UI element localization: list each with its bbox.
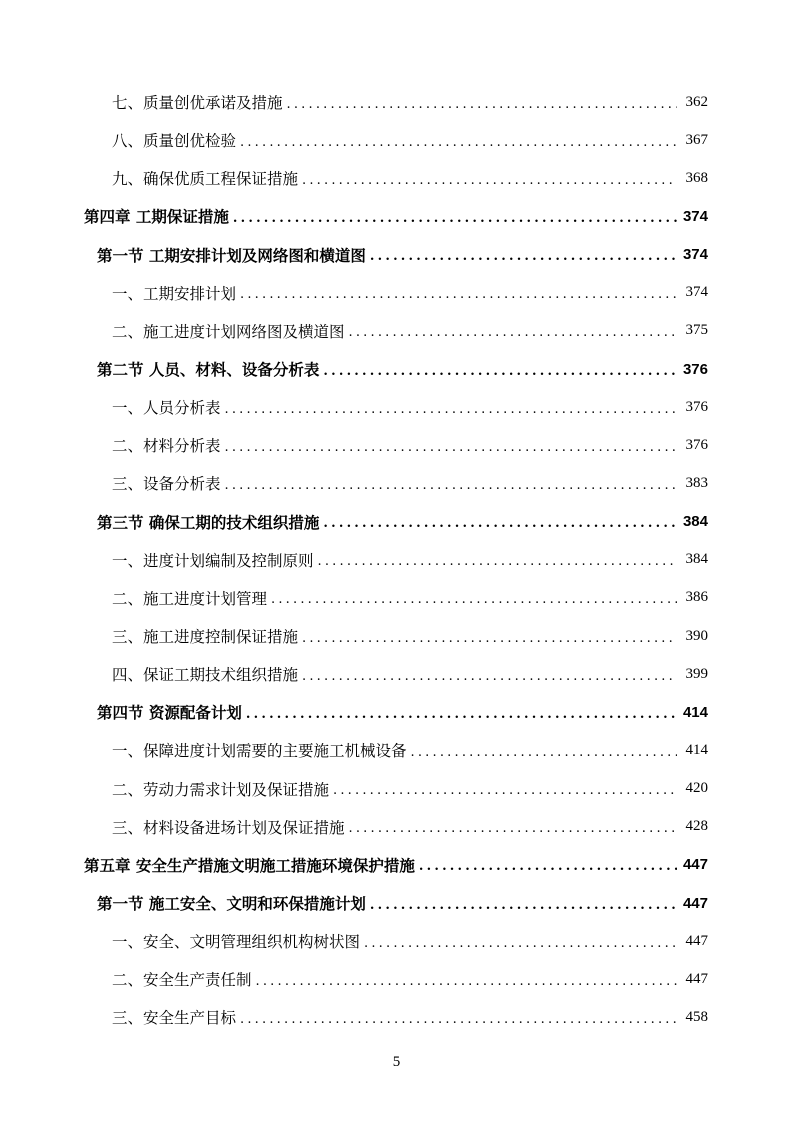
toc-dot-leader [370, 899, 677, 912]
toc-entry-title: 一、工期安排计划 [112, 284, 237, 303]
toc-entry-subsection[interactable] [0, 617, 793, 655]
toc-entry-title: 第五章 安全生产措施文明施工措施环境保护措施 [84, 855, 415, 875]
toc-entry-subsection[interactable] [0, 808, 793, 846]
toc-dot-leader [349, 326, 677, 339]
toc-entry-title: 一、进度计划编制及控制原则 [112, 551, 314, 570]
toc-entry-page-number: 384 [682, 513, 708, 531]
toc-entry-title: 三、设备分析表 [112, 475, 221, 494]
toc-entry-title: 第四章 工期保证措施 [84, 207, 229, 227]
toc-dot-leader [323, 517, 677, 530]
toc-dot-leader [256, 975, 677, 988]
toc-entry-page-number: 374 [682, 207, 708, 225]
toc-dot-leader [333, 784, 677, 797]
toc-entry-subsection[interactable] [0, 922, 793, 960]
toc-entry-page-number: 376 [682, 360, 708, 378]
toc-dot-leader [240, 136, 677, 149]
toc-entry-chapter[interactable] [0, 846, 793, 884]
toc-entry-subsection[interactable] [0, 159, 793, 197]
toc-entry-section[interactable] [0, 693, 793, 731]
table-of-contents [0, 83, 793, 1037]
toc-dot-leader [287, 98, 677, 111]
toc-entry-title: 一、人员分析表 [112, 399, 221, 418]
toc-entry-title: 二、劳动力需求计划及保证措施 [112, 780, 330, 799]
toc-entry-title: 第三节 确保工期的技术组织措施 [97, 512, 320, 532]
toc-entry-title: 二、施工进度计划管理 [112, 589, 268, 608]
toc-entry-chapter[interactable] [0, 197, 793, 235]
toc-entry-page-number: 447 [682, 856, 708, 874]
toc-entry-subsection[interactable] [0, 655, 793, 693]
toc-entry-page-number: 368 [685, 169, 708, 186]
toc-dot-leader [240, 288, 677, 301]
toc-entry-page-number: 447 [682, 894, 708, 912]
toc-dot-leader [419, 860, 677, 873]
toc-entry-page-number: 374 [682, 246, 708, 264]
toc-entry-section[interactable] [0, 503, 793, 541]
toc-entry-page-number: 367 [685, 131, 708, 148]
toc-entry-subsection[interactable] [0, 464, 793, 502]
toc-entry-page-number: 375 [685, 322, 708, 339]
toc-entry-page-number: 386 [685, 589, 708, 606]
toc-entry-title: 二、安全生产责任制 [112, 971, 252, 990]
toc-entry-title: 第一节 工期安排计划及网络图和横道图 [97, 245, 366, 265]
toc-dot-leader [233, 212, 677, 225]
toc-dot-leader [225, 441, 677, 454]
toc-entry-page-number: 390 [685, 627, 708, 644]
toc-entry-section[interactable] [0, 236, 793, 274]
toc-dot-leader [302, 670, 677, 683]
toc-entry-subsection[interactable] [0, 998, 793, 1036]
toc-entry-page-number: 399 [685, 665, 708, 682]
toc-entry-title: 二、材料分析表 [112, 437, 221, 456]
toc-entry-page-number: 384 [685, 551, 708, 568]
toc-dot-leader [370, 250, 677, 263]
toc-entry-title: 九、确保优质工程保证措施 [112, 170, 299, 189]
toc-entry-subsection[interactable] [0, 541, 793, 579]
toc-entry-subsection[interactable] [0, 426, 793, 464]
toc-entry-page-number: 414 [685, 741, 708, 758]
toc-entry-title: 第一节 施工安全、文明和环保措施计划 [97, 894, 366, 914]
toc-entry-page-number: 374 [685, 284, 708, 301]
toc-dot-leader [225, 403, 677, 416]
toc-entry-title: 三、材料设备进场计划及保证措施 [112, 818, 345, 837]
toc-entry-title: 第四节 资源配备计划 [97, 703, 242, 723]
toc-entry-title: 三、安全生产目标 [112, 1009, 237, 1028]
toc-entry-title: 七、质量创优承诺及措施 [112, 94, 283, 113]
toc-entry-subsection[interactable] [0, 312, 793, 350]
toc-entry-subsection[interactable] [0, 121, 793, 159]
toc-entry-page-number: 376 [685, 436, 708, 453]
toc-dot-leader [271, 593, 677, 606]
toc-entry-page-number: 458 [685, 1008, 708, 1025]
toc-entry-page-number: 447 [685, 932, 708, 949]
toc-dot-leader [302, 632, 677, 645]
toc-entry-page-number: 428 [685, 818, 708, 835]
toc-dot-leader [349, 822, 677, 835]
toc-entry-subsection[interactable] [0, 83, 793, 121]
toc-dot-leader [246, 708, 677, 721]
toc-entry-page-number: 362 [685, 93, 708, 110]
toc-entry-title: 八、质量创优检验 [112, 132, 237, 151]
toc-dot-leader [323, 365, 677, 378]
toc-entry-title: 三、施工进度控制保证措施 [112, 628, 299, 647]
toc-entry-section[interactable] [0, 350, 793, 388]
toc-dot-leader [225, 479, 677, 492]
toc-dot-leader [240, 1013, 677, 1026]
toc-entry-title: 二、施工进度计划网络图及横道图 [112, 322, 345, 341]
toc-entry-subsection[interactable] [0, 960, 793, 998]
toc-dot-leader [411, 746, 677, 759]
toc-entry-subsection[interactable] [0, 770, 793, 808]
toc-entry-section[interactable] [0, 884, 793, 922]
toc-entry-subsection[interactable] [0, 579, 793, 617]
toc-entry-subsection[interactable] [0, 274, 793, 312]
toc-entry-title: 第二节 人员、材料、设备分析表 [97, 360, 320, 380]
page-number: 5 [392, 1054, 401, 1070]
toc-entry-title: 四、保证工期技术组织措施 [112, 666, 299, 685]
toc-entry-title: 一、安全、文明管理组织机构树状图 [112, 933, 361, 952]
toc-dot-leader [302, 174, 677, 187]
toc-entry-page-number: 447 [685, 970, 708, 987]
toc-entry-page-number: 383 [685, 474, 708, 491]
toc-entry-page-number: 376 [685, 398, 708, 415]
toc-entry-page-number: 420 [685, 780, 708, 797]
toc-entry-title: 一、保障进度计划需要的主要施工机械设备 [112, 742, 407, 761]
toc-entry-subsection[interactable] [0, 388, 793, 426]
toc-entry-page-number: 414 [682, 703, 708, 721]
toc-entry-subsection[interactable] [0, 731, 793, 769]
toc-dot-leader [318, 555, 677, 568]
toc-dot-leader [364, 937, 677, 950]
